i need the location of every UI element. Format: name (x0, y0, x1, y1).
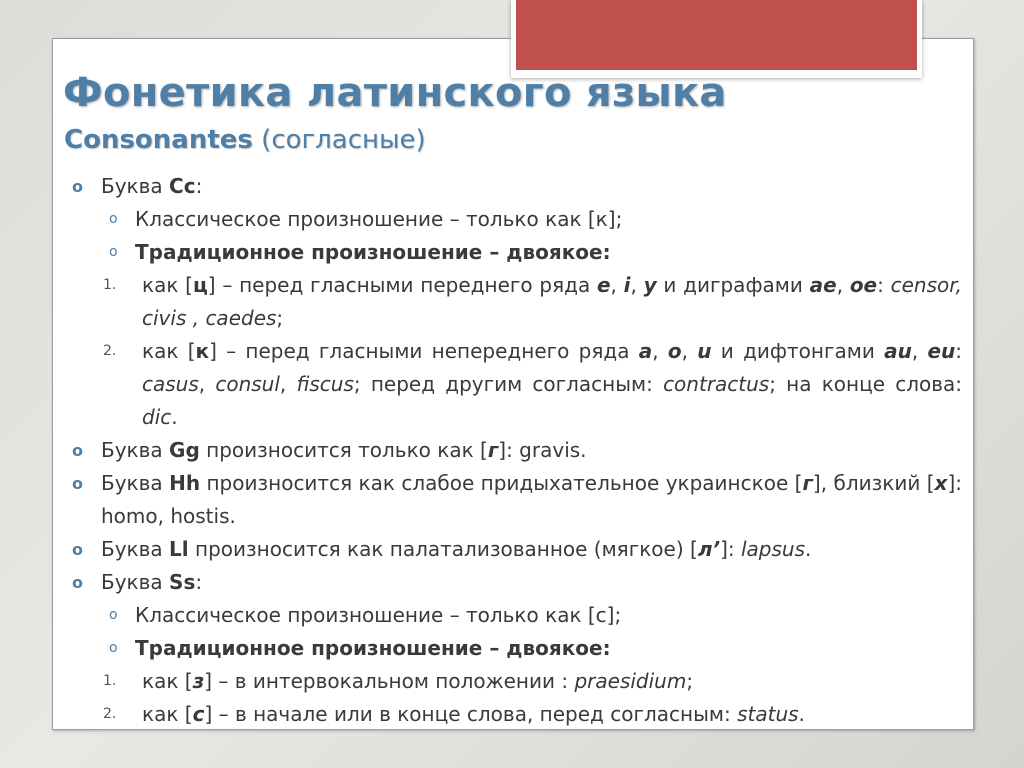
numbered-item-s-2 (70, 698, 962, 731)
text: : (955, 339, 963, 363)
example: casus (142, 372, 199, 396)
text: как [ (142, 702, 193, 726)
numbered-item-c-1 (70, 269, 962, 335)
item-number: 1. (103, 277, 117, 293)
vowel: о (667, 339, 682, 363)
digraph: ae (809, 273, 837, 297)
sub-item-traditional-c (70, 236, 962, 269)
example: status (737, 702, 799, 726)
list-item-letter-g (70, 434, 962, 467)
text: . (798, 702, 805, 726)
list-item-letter-h (70, 467, 962, 533)
text: как [ (142, 273, 193, 297)
accent-bar (516, 0, 917, 70)
text: ]: gravis. (498, 438, 587, 462)
example: fiscus (296, 372, 354, 396)
text: ] – перед гласными переднего ряда (207, 273, 597, 297)
text: Буква (101, 570, 170, 594)
text: : (195, 174, 203, 198)
sub-item-classical-s (70, 599, 962, 632)
vowel: а (638, 339, 653, 363)
text: Традиционное произношение – двоякое: (135, 636, 611, 660)
sub-item-traditional-s (70, 632, 962, 665)
text: , (836, 273, 850, 297)
text: Буква (101, 438, 170, 462)
text: ]: homo, hostis. (101, 471, 962, 528)
sound: г (802, 471, 813, 495)
sub-bullet-icon: o (109, 211, 118, 227)
letter: Gg (169, 438, 200, 462)
diphthong: au (884, 339, 912, 363)
letter: Ss (169, 570, 196, 594)
vowel: i (623, 273, 631, 297)
item-number: 2. (103, 706, 117, 722)
vowel: u (697, 339, 712, 363)
text: Классическое произношение – только как [к]; (135, 207, 623, 231)
sub-bullet-icon: o (109, 244, 118, 260)
text: , (279, 372, 297, 396)
letter: Hh (169, 471, 201, 495)
text: ; (276, 306, 284, 330)
sub-bullet-icon: o (109, 607, 118, 623)
text: ] – в интервокальном положении : (204, 669, 575, 693)
sound: х (934, 471, 948, 495)
example: praesidium (574, 669, 687, 693)
vowel: е (596, 273, 611, 297)
sub-bullet-icon: o (109, 640, 118, 656)
vowel: у (643, 273, 657, 297)
letter: Ll (169, 537, 189, 561)
sound: л’ (697, 537, 721, 561)
item-number: 1. (103, 673, 117, 689)
text: Классическое произношение – только как [с]; (135, 603, 622, 627)
numbered-item-s-1 (70, 665, 962, 698)
text: , (630, 273, 644, 297)
text: ] – в начале или в конце слова, перед согласным: (204, 702, 738, 726)
letter: Сс (169, 174, 196, 198)
text: Буква (101, 537, 170, 561)
text: как [ (142, 669, 193, 693)
examples: censor, civis , caedes (142, 273, 963, 330)
subtitle-russian: (согласные) (252, 125, 426, 155)
text: произносится только как [ (199, 438, 488, 462)
sound: ц (192, 273, 208, 297)
accent-frame (511, 0, 922, 78)
text: как [ (142, 339, 196, 363)
text: . (805, 537, 812, 561)
bullet-icon: o (72, 573, 83, 592)
text: , (681, 339, 698, 363)
text: Буква (101, 174, 170, 198)
slide-subtitle (64, 125, 426, 155)
bullet-icon: o (72, 540, 83, 559)
sound: з (192, 669, 205, 693)
slide-title: Фонетика латинского языка (63, 70, 727, 116)
list-item-letter-l (70, 533, 962, 566)
text: Буква (101, 471, 170, 495)
numbered-item-c-2 (70, 335, 962, 434)
sub-item-classical-c (70, 203, 962, 236)
sound: г (487, 438, 499, 462)
sound: с (192, 702, 205, 726)
example: consul (215, 372, 280, 396)
text: ; перед другим согласным: (353, 372, 664, 396)
digraph: oe (849, 273, 878, 297)
text: и диграфами (656, 273, 810, 297)
item-number: 2. (103, 343, 117, 359)
bullet-icon: o (72, 177, 83, 196)
text: : (877, 273, 891, 297)
text: , (652, 339, 668, 363)
text: , (911, 339, 928, 363)
text: , (610, 273, 624, 297)
text: Традиционное произношение – двоякое: (135, 240, 611, 264)
text: ], близкий [ (812, 471, 935, 495)
subtitle-latin: Consonantes (64, 125, 253, 155)
text: и дифтонгами (711, 339, 885, 363)
sound: к (195, 339, 210, 363)
bullet-icon: o (72, 441, 83, 460)
text: . (171, 405, 178, 429)
example: dic (142, 405, 172, 429)
example: contractus (663, 372, 770, 396)
diphthong: eu (927, 339, 956, 363)
text: произносится как слабое придыхательное украинское [ (200, 471, 803, 495)
text: произносится как палатализованное (мягкое) [ (188, 537, 698, 561)
text: : (195, 570, 203, 594)
text: ] – перед гласными непереднего ряда (209, 339, 639, 363)
bullet-icon: o (72, 474, 83, 493)
text: ; (686, 669, 694, 693)
text: ; на конце слова: (769, 372, 963, 396)
example: lapsus (740, 537, 805, 561)
slide-content (70, 170, 962, 731)
text: , (198, 372, 216, 396)
text: ]: (720, 537, 741, 561)
list-item-letter-c (70, 170, 962, 203)
list-item-letter-s (70, 566, 962, 599)
